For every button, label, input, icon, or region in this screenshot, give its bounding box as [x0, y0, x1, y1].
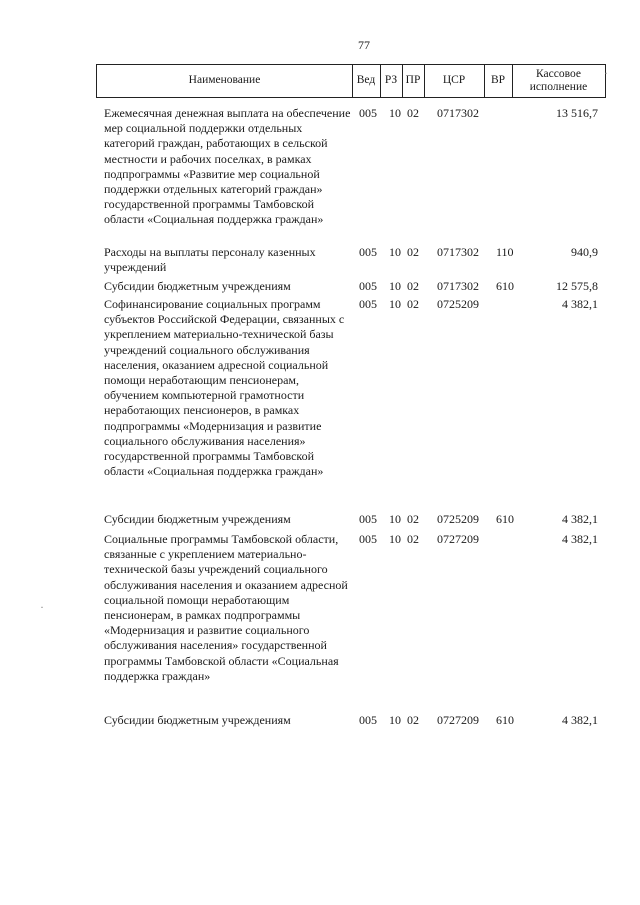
row-pr: 02 [407, 512, 419, 526]
scan-mark: · [604, 66, 608, 80]
row-csr: 0725209 [437, 512, 479, 526]
row-csr: 0717302 [437, 279, 479, 293]
row-name: Софинансирование социальных программ субъектов Российской Федерации, связанных с укреплением материально-технической базы учреждений социального обслуживания населения, оказанием адресной социальной помощи неработающим пенсионерам, обучением компьютерной грамотности неработающих пенсионеров, в рамках подпрограммы «Модернизация и развитие социального обслуживания населения» государственной программы Тамбовской области «Социальная поддержка граждан» [104, 297, 345, 479]
row-csr: 0717302 [437, 106, 479, 120]
row-amount: 4 382,1 [562, 532, 598, 546]
row-rz: 10 [389, 532, 401, 546]
header-amount: Кассовое исполнение [529, 67, 588, 93]
row-csr: 0727209 [437, 713, 479, 727]
page-number: 77 [358, 38, 370, 52]
row-pr: 02 [407, 532, 419, 546]
row-csr: 0717302 [437, 245, 479, 259]
row-pr: 02 [407, 279, 419, 293]
row-vr: 610 [496, 512, 514, 526]
row-name: Ежемесячная денежная выплата на обеспечение мер социальной поддержки отдельных категорий граждан, работающих в сельской местности и рабочих поселках, в рамках подпрограммы «Развитие мер социальной поддержки отдельных категорий граждан» государственной программы Тамбовской области «Социальная поддержка граждан» [104, 106, 351, 227]
row-amount: 4 382,1 [562, 297, 598, 311]
row-vr: 610 [496, 713, 514, 727]
scan-mark: · [40, 600, 44, 614]
row-rz: 10 [389, 245, 401, 259]
row-amount: 940,9 [571, 245, 598, 259]
row-csr: 0727209 [437, 532, 479, 546]
header-name: Наименование [97, 65, 353, 97]
header-ved: Вед [352, 65, 381, 97]
row-rz: 10 [389, 279, 401, 293]
row-name: Субсидии бюджетным учреждениям [104, 713, 291, 727]
row-ved: 005 [359, 279, 377, 293]
row-pr: 02 [407, 297, 419, 311]
header-csr: ЦСР [424, 65, 485, 97]
header-vr: ВР [484, 65, 513, 97]
row-ved: 005 [359, 532, 377, 546]
row-rz: 10 [389, 713, 401, 727]
row-name: Субсидии бюджетным учреждениям [104, 279, 291, 293]
row-amount: 13 516,7 [556, 106, 598, 120]
row-rz: 10 [389, 106, 401, 120]
header-pr: ПР [402, 65, 425, 97]
row-pr: 02 [407, 245, 419, 259]
header-rz: РЗ [380, 65, 403, 97]
table-header [96, 64, 606, 98]
row-ved: 005 [359, 297, 377, 311]
row-pr: 02 [407, 713, 419, 727]
row-pr: 02 [407, 106, 419, 120]
row-ved: 005 [359, 512, 377, 526]
row-name: Социальные программы Тамбовской области, связанные с укреплением материально-технической базы учреждений социального обслуживания населения и оказанием адресной социальной помощи неработающим пенсионерам, в рамках подпрограммы «Модернизация и развитие социального обслуживания населения» государственной программы Тамбовской области «Социальная поддержка граждан» [104, 532, 348, 683]
row-ved: 005 [359, 713, 377, 727]
row-amount: 4 382,1 [562, 512, 598, 526]
row-ved: 005 [359, 106, 377, 120]
row-name: Субсидии бюджетным учреждениям [104, 512, 291, 526]
row-rz: 10 [389, 512, 401, 526]
row-amount: 12 575,8 [556, 279, 598, 293]
row-csr: 0725209 [437, 297, 479, 311]
row-name: Расходы на выплаты персоналу казенных учреждений [104, 245, 316, 275]
row-vr: 110 [496, 245, 514, 259]
row-rz: 10 [389, 297, 401, 311]
row-amount: 4 382,1 [562, 713, 598, 727]
row-vr: 610 [496, 279, 514, 293]
row-ved: 005 [359, 245, 377, 259]
